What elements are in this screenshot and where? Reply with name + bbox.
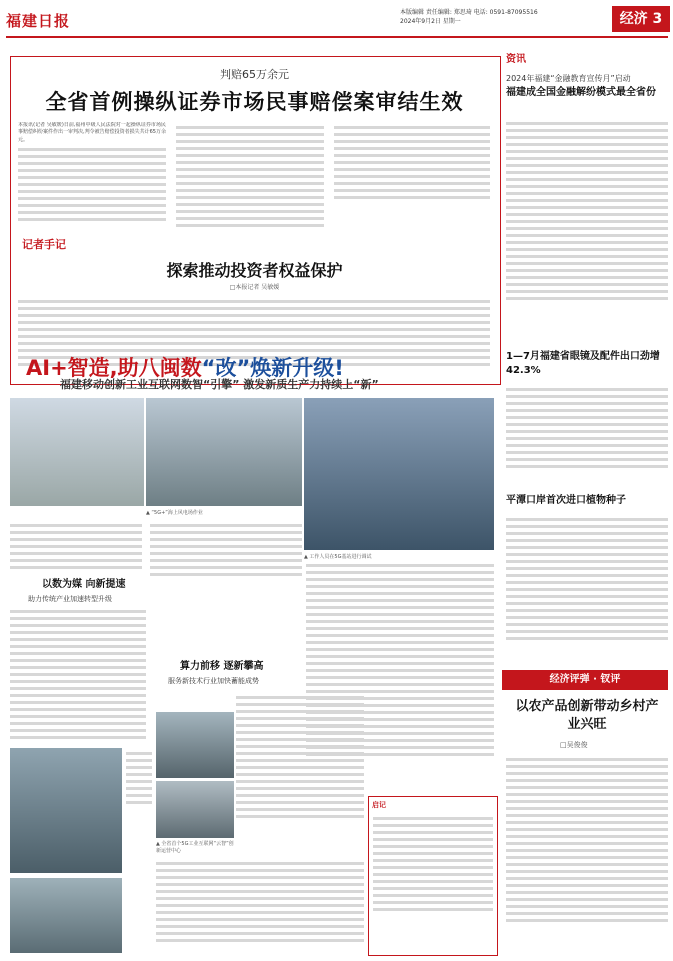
photo-factory-1 — [10, 748, 122, 873]
lead-body-col-1 — [18, 122, 166, 230]
editor-line: 本版编辑 责任编辑: 郑思琦 电话: 0591-87095516 — [400, 9, 538, 16]
lead-intro: 本报讯(记者 吴敏媛)日前,福州中级人民法院对一起操纵证券市场民事赔偿纠纷案件作出一审判决,判令被告赔偿投资者损失共计65万余元。 — [18, 122, 166, 143]
item1-body — [506, 118, 668, 333]
section-badge: 经济 3 — [612, 6, 670, 32]
lead-headline: 全省首例操纵证券市场民事赔偿案审结生效 — [45, 90, 464, 114]
jizhe-label: 记者手记 — [22, 238, 66, 251]
section2-title: 算力前移 逐新攀高 — [180, 661, 264, 672]
item3-body — [506, 514, 668, 664]
photo-control-room — [304, 398, 494, 550]
masthead — [0, 0, 673, 44]
photo-operations-center — [156, 781, 234, 838]
jizhe-headline: 探索推动投资者权益保护 — [166, 261, 343, 280]
lead-kicker: 判赔65万余元 — [220, 68, 289, 81]
newspaper-logo: 福建日报 — [6, 12, 71, 30]
item1-kicker: 2024年福建“金融教育宣传月”启动 — [506, 74, 631, 83]
item3-headline: 平潭口岸首次进口植物种子 — [506, 495, 626, 506]
feature-col-4 — [306, 560, 494, 790]
item4-headline: 以农产品创新带动乡村产业兴旺 — [515, 699, 659, 732]
photo-caption-3: ▲ 全省首个5G工业互联网“云智”创新运营中心 — [156, 841, 234, 854]
lead-body-col-2 — [176, 122, 324, 230]
photo-factory-2 — [10, 878, 122, 953]
sidebar-label: 启记 — [372, 801, 386, 809]
photo-workers-field — [10, 398, 144, 506]
item2-headline: 1—7月福建省眼镜及配件出口劲增42.3% — [506, 351, 660, 376]
masthead-rule — [6, 36, 668, 38]
section1-body-narrow — [126, 748, 152, 948]
feature-intro — [10, 520, 142, 576]
section2-subtitle: 服务新技术行业加快蓄能成势 — [168, 677, 259, 685]
sidebar-box — [368, 796, 498, 956]
section2-body-lower — [156, 858, 364, 954]
commentary-banner: 经济评弹 · 钗评 — [502, 670, 668, 690]
item4-body — [506, 754, 668, 954]
feature-subhead: 福建移动创新工业互联网数智“引擎” 激发新质生产力持续上“新” — [60, 378, 379, 391]
item4-byline: □吴俊俊 — [560, 741, 588, 749]
item1-headline: 福建成全国金融解纷模式最全省份 — [506, 87, 656, 98]
photo-caption-1: ▲ “5G+”海上风电场作业 — [146, 510, 203, 516]
feature-col-2 — [150, 520, 302, 655]
photo-5g-station — [146, 398, 302, 506]
zixun-label: 资讯 — [506, 54, 526, 65]
feature-headline-quote: “改”焕新升级! — [201, 356, 344, 380]
masthead-meta — [400, 8, 610, 26]
item2-body — [506, 384, 668, 484]
section1-body — [10, 606, 146, 746]
feature-headline-red: AI+智造,助八闽数 — [26, 356, 202, 380]
jizhe-byline: □本报记者 吴敏媛 — [229, 284, 280, 291]
photo-caption-2: ▲ 工作人员在5G基站进行调试 — [304, 554, 372, 560]
section1-title: 以数为媒 向新提速 — [42, 579, 126, 590]
photo-agv-robot — [156, 712, 234, 778]
section1-subtitle: 助力传统产业加速转型升级 — [28, 595, 112, 603]
lead-body-col-3 — [334, 122, 490, 230]
date-line: 2024年9月2日 星期一 — [400, 18, 461, 25]
